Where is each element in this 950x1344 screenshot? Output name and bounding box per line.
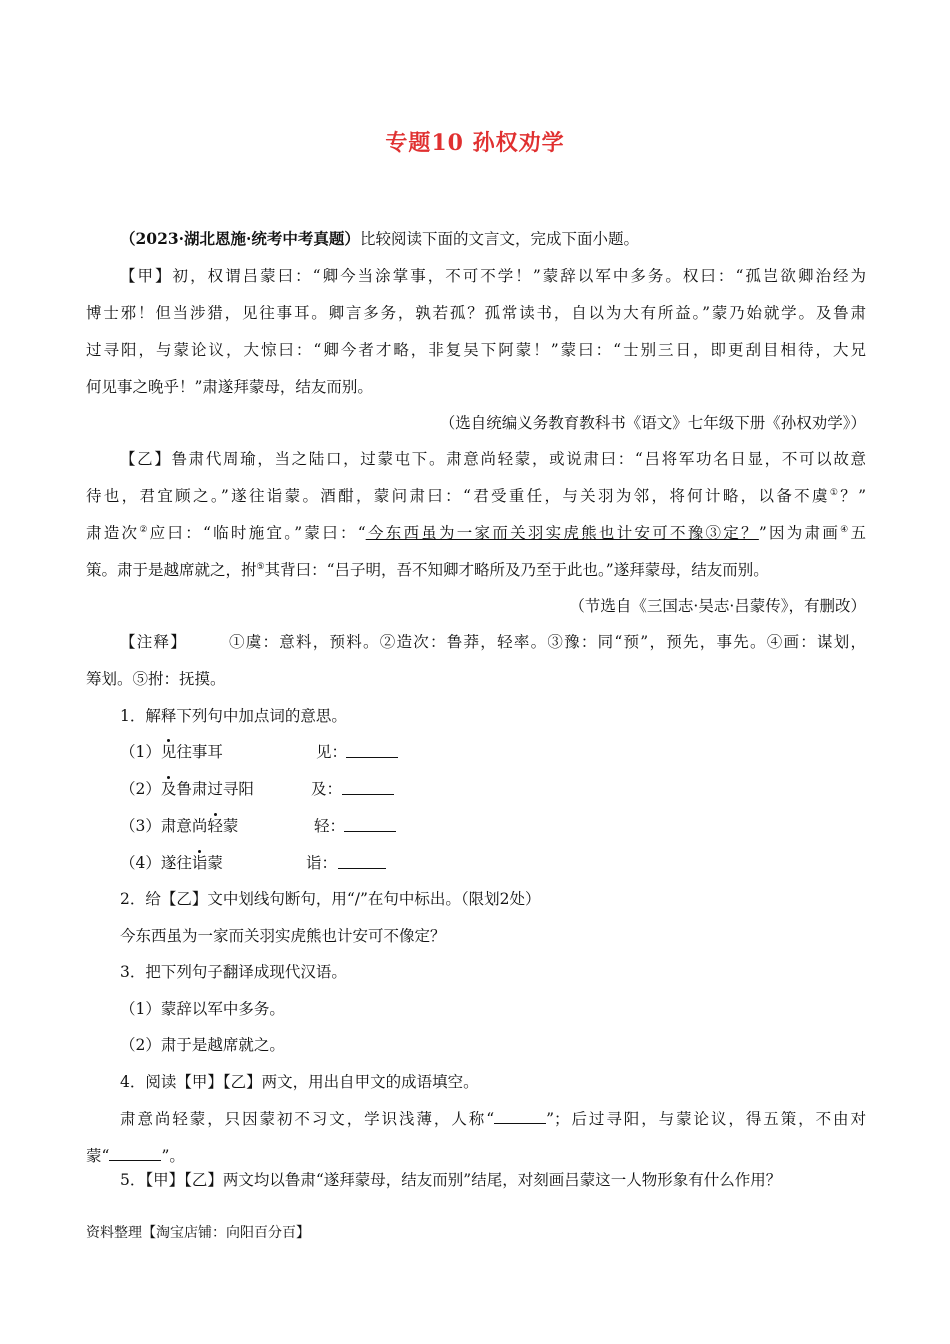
q4-line-1 (120, 1108, 866, 1129)
item-number: （4） (120, 854, 161, 872)
dotted-word: 见 (160, 743, 177, 761)
document-title: 专题10 孙权劝学 (385, 130, 565, 156)
q4-text: ”。 (161, 1147, 185, 1165)
yi-line-3 (86, 523, 866, 543)
item-number: （3） (120, 817, 161, 835)
footer-credit: 资料整理【淘宝店铺：向阳百分百】 (86, 1225, 310, 1241)
answer-label: 见： (316, 743, 348, 761)
jia-line-3: 过寻阳，与蒙论议，大惊曰：“卿今者才略，非复吴下阿蒙！”蒙曰：“士别三日，即更刮目相待，大兄 (86, 341, 866, 359)
idiom-blank-1[interactable] (494, 1108, 546, 1124)
item-text: 鲁肃过寻阳 (176, 780, 254, 798)
q3-sentence-1: （1）蒙辞以军中多务。 (120, 1000, 285, 1018)
q4-text: 肃意尚轻蒙，只因蒙初不习文，学识浅薄，人称“ (120, 1110, 495, 1128)
answer-blank[interactable] (344, 816, 396, 832)
q1-item-3 (120, 816, 866, 836)
notes-text-1: ①虞：意料，预料。②造次：鲁莽，轻率。③豫：同“预”，预先，事先。④画：谋划， (229, 633, 866, 651)
q4-line-2 (86, 1145, 866, 1166)
q1-item-4 (120, 853, 866, 873)
q4-stem: 4．阅读【甲】【乙】两文，用出自甲文的成语填空。 (120, 1073, 479, 1091)
q5-stem: 5．【甲】【乙】两文均以鲁肃“遂拜蒙母，结友而别”结尾，对刻画吕蒙这一人物形象有什么作用？ (120, 1171, 782, 1189)
answer-label: 及： (311, 780, 343, 798)
jia-line-4: 何见事之晚乎！”肃遂拜蒙母，结友而别。 (86, 378, 373, 396)
answer-label: 诣： (306, 854, 338, 872)
yi-line-3-text: 肃造次 (86, 524, 140, 542)
jia-line-1: 【甲】初，权谓吕蒙曰：“卿今当涂掌事，不可不学！”蒙辞以军中多务。权曰：“孤岂欲卿治经为 (120, 267, 866, 285)
instruction: 比较阅读下面的文言文，完成下面小题。 (359, 230, 639, 248)
jia-source: （选自统编义务教育教科书《语文》七年级下册《孙权劝学》） (439, 414, 866, 432)
yi-line-4-text: 策。肃于是越席就之，拊 (86, 561, 257, 579)
q1-stem: 1．解释下列句中加点词的意思。 (120, 707, 347, 725)
q2-sentence: 今东西虽为一家而关羽实虎熊也计安可不像定？ (120, 927, 446, 945)
answer-blank[interactable] (346, 742, 398, 758)
item-text: 往事耳 (176, 743, 223, 761)
q1-item-1 (120, 742, 866, 762)
answer-blank[interactable] (342, 779, 394, 795)
notes-label: 【注释】 (120, 633, 188, 651)
dotted-word: 及 (160, 780, 177, 798)
q2-stem: 2．给【乙】文中划线句断句，用“/”在句中标出。（限划2处） (120, 890, 541, 908)
item-text: 蒙 (207, 854, 223, 872)
dotted-word: 诣 (191, 854, 208, 872)
answer-blank[interactable] (338, 853, 386, 869)
yi-line-3-quote: 应曰：“临时施宜。”蒙曰：“ (149, 524, 366, 542)
notes-line-1 (120, 632, 866, 652)
note-marker-1: ① (829, 487, 841, 498)
item-number: （2） (120, 780, 161, 798)
yi-line-4 (86, 560, 866, 580)
note-marker-2: ② (139, 524, 150, 535)
yi-line-2 (86, 486, 866, 506)
item-text: 蒙 (222, 817, 239, 835)
q3-stem: 3．把下列句子翻译成现代汉语。 (120, 963, 347, 981)
note-marker-5: ⑤ (256, 561, 265, 572)
dotted-word: 轻 (207, 817, 223, 835)
q1-item-2 (120, 779, 866, 799)
q3-sentence-2: （2）肃于是越席就之。 (120, 1036, 285, 1054)
note-marker-4: ④ (840, 524, 851, 535)
yi-line-4-end: 其背曰：“吕子明，吾不知卿才略所及乃至于此也。”遂拜蒙母，结友而别。 (264, 561, 769, 579)
item-number: （1） (120, 743, 161, 761)
question-source: （2023·湖北恩施·统考中考真题） (120, 229, 360, 248)
answer-label: 轻： (314, 817, 346, 835)
intro-line (120, 229, 866, 249)
item-text: 肃意尚 (160, 817, 208, 835)
idiom-blank-2[interactable] (109, 1145, 161, 1161)
yi-line-1: 【乙】鲁肃代周瑜，当之陆口，过蒙屯下。肃意尚轻蒙，或说肃曰：“吕将军功名日显，不可以故意 (120, 450, 866, 468)
yi-line-3-end: 五 (850, 524, 866, 542)
notes-line-2: 筹划。⑤拊：抚摸。 (86, 670, 226, 688)
yi-line-2-end: ？” (840, 487, 866, 505)
yi-line-3-after: ”因为肃画 (758, 524, 841, 542)
q4-text: ”；后过寻阳，与蒙论议，得五策，不由对 (546, 1110, 866, 1128)
yi-source: （节选自《三国志·吴志·吕蒙传》，有删改） (569, 597, 866, 615)
item-text: 遂往 (160, 854, 192, 872)
q4-text: 蒙“ (86, 1147, 110, 1165)
underlined-sentence: 今东西虽为一家而关羽实虎熊也计安可不豫③定？ (365, 524, 759, 542)
jia-line-2: 博士邪！但当涉猎，见往事耳。卿言多务，孰若孤？孤常读书，自以为大有所益。”蒙乃始就学。及鲁肃 (86, 304, 866, 322)
yi-line-2-text: 待也，君宜顾之。”遂往诣蒙。酒酣，蒙问肃曰：“君受重任，与关羽为邻，将何计略，以备不虞 (86, 487, 830, 505)
